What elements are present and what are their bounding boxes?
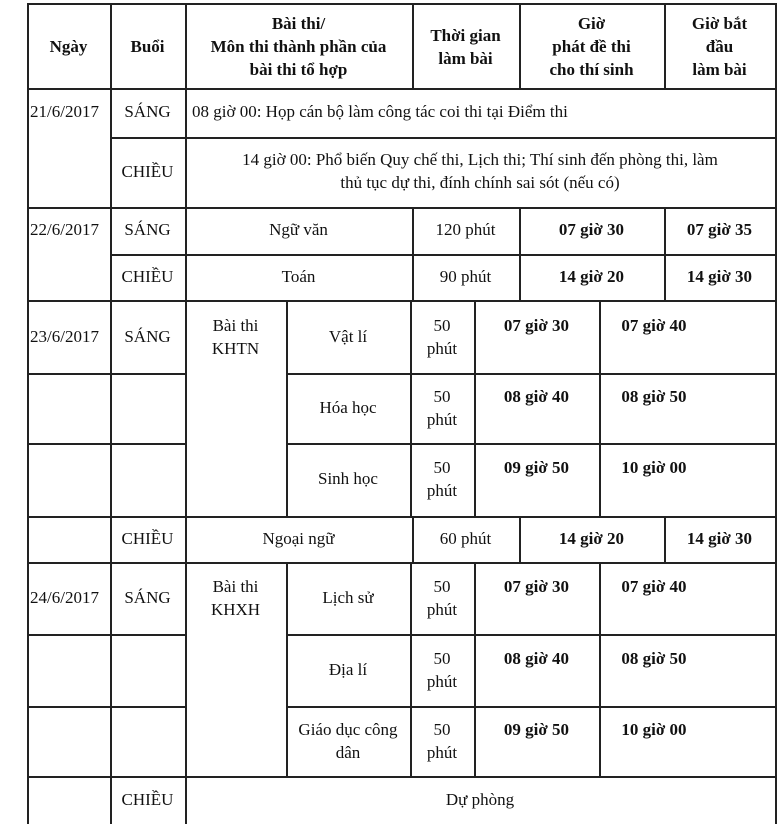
rule (27, 634, 185, 636)
header-start-line3: làm bài (692, 60, 747, 79)
row-distribution-time: 08 giờ 40 (503, 387, 570, 406)
row-start-time: 10 giờ 00 (621, 458, 687, 477)
row-subject: Sinh học (318, 469, 378, 488)
row-date: 23/6/2017 (30, 327, 99, 346)
header-exam-line2: Môn thi thành phần của (210, 37, 387, 56)
row-start-time: 07 giờ 35 (686, 220, 753, 239)
row-start-time: 14 giờ 30 (686, 529, 753, 548)
combined-exam-line2: KHTN (211, 339, 260, 358)
header-exam-line3: bài thi tổ hợp (249, 60, 348, 79)
header-duration-line1: Thời gian (430, 26, 501, 45)
header-distribution-line1: Giờ (577, 14, 606, 33)
row-session: CHIỀU (121, 790, 174, 809)
rule (27, 562, 777, 564)
row-session: CHIỀU (121, 162, 174, 181)
row-distribution-time: 09 giờ 50 (503, 458, 570, 477)
row-date: 24/6/2017 (30, 588, 99, 607)
header-session: Buổi (130, 37, 165, 56)
rule (27, 373, 185, 375)
row-duration-value: 50 (433, 577, 451, 596)
row-start-time: 10 giờ 00 (621, 720, 687, 739)
row-subject-line1: Giáo dục công (298, 720, 398, 739)
row-start-time: 07 giờ 40 (621, 577, 687, 596)
rule (27, 706, 185, 708)
rule (185, 3, 187, 824)
row-date: 22/6/2017 (30, 220, 99, 239)
combined-exam-line1: Bài thi (212, 577, 259, 596)
row-duration-value: 50 (433, 720, 451, 739)
header-duration-line2: làm bài (438, 49, 493, 68)
row-session: SÁNG (124, 588, 171, 607)
rule (286, 634, 777, 636)
row-subject: Lịch sử (322, 588, 374, 607)
row-duration-unit: phút (426, 339, 458, 358)
combined-exam-line2: KHXH (210, 600, 261, 619)
row-duration-value: 50 (433, 649, 451, 668)
row-distribution-time: 07 giờ 30 (558, 220, 625, 239)
row-session: SÁNG (124, 220, 171, 239)
row-duration-unit: phút (426, 743, 458, 762)
header-distribution-line3: cho thí sinh (549, 60, 634, 79)
row-note: 08 giờ 00: Họp cán bộ làm công tác coi thi tại Điểm thi (192, 102, 568, 121)
row-subject: Ngữ văn (269, 220, 328, 239)
row-start-time: 07 giờ 40 (621, 316, 687, 335)
rule (27, 88, 777, 90)
row-subject-line2: dân (335, 743, 361, 762)
row-distribution-time: 14 giờ 20 (558, 267, 625, 286)
combined-exam-line1: Bài thi (212, 316, 259, 335)
row-duration-value: 50 (433, 387, 451, 406)
row-duration: 90 phút (439, 267, 492, 286)
row-distribution-time: 07 giờ 30 (503, 577, 570, 596)
row-duration: 120 phút (435, 220, 496, 239)
header-start-line1: Giờ bắt (691, 14, 748, 33)
row-session: SÁNG (124, 102, 171, 121)
row-distribution-time: 07 giờ 30 (503, 316, 570, 335)
row-subject: Hóa học (319, 398, 377, 417)
row-duration-unit: phút (426, 600, 458, 619)
row-start-time: 08 giờ 50 (621, 387, 687, 406)
row-session: SÁNG (124, 327, 171, 346)
rule (286, 443, 777, 445)
row-distribution-time: 08 giờ 40 (503, 649, 570, 668)
row-note: Dự phòng (445, 790, 515, 809)
row-session: CHIỀU (121, 267, 174, 286)
rule (110, 3, 112, 824)
row-subject: Ngoại ngữ (262, 529, 335, 548)
rule (27, 443, 185, 445)
row-duration-value: 50 (433, 316, 451, 335)
rule (27, 776, 777, 778)
row-duration: 60 phút (439, 529, 492, 548)
row-subject: Địa lí (328, 660, 368, 679)
rule (286, 373, 777, 375)
row-distribution-time: 14 giờ 20 (558, 529, 625, 548)
rule (110, 254, 777, 256)
row-session: CHIỀU (121, 529, 174, 548)
rule (110, 137, 777, 139)
header-date: Ngày (49, 37, 88, 56)
row-duration-unit: phút (426, 672, 458, 691)
header-distribution-line2: phát đề thi (552, 37, 631, 56)
row-duration-unit: phút (426, 410, 458, 429)
row-start-time: 08 giờ 50 (621, 649, 687, 668)
rule (286, 706, 777, 708)
row-subject: Toán (281, 267, 316, 286)
row-duration-unit: phút (426, 481, 458, 500)
rule (775, 3, 777, 824)
row-note-line2: thủ tục dự thi, đính chính sai sót (nếu có) (340, 173, 620, 192)
row-date: 21/6/2017 (30, 102, 99, 121)
rule (27, 3, 29, 824)
row-subject: Vật lí (328, 327, 368, 346)
row-start-time: 14 giờ 30 (686, 267, 753, 286)
row-distribution-time: 09 giờ 50 (503, 720, 570, 739)
header-start-line2: đầu (705, 37, 734, 56)
header-exam-line1: Bài thi/ (271, 14, 326, 33)
row-note-line1: 14 giờ 00: Phổ biến Quy chế thi, Lịch thi; Thí sinh đến phòng thi, làm (242, 150, 718, 169)
row-duration-value: 50 (433, 458, 451, 477)
rule (27, 300, 777, 302)
